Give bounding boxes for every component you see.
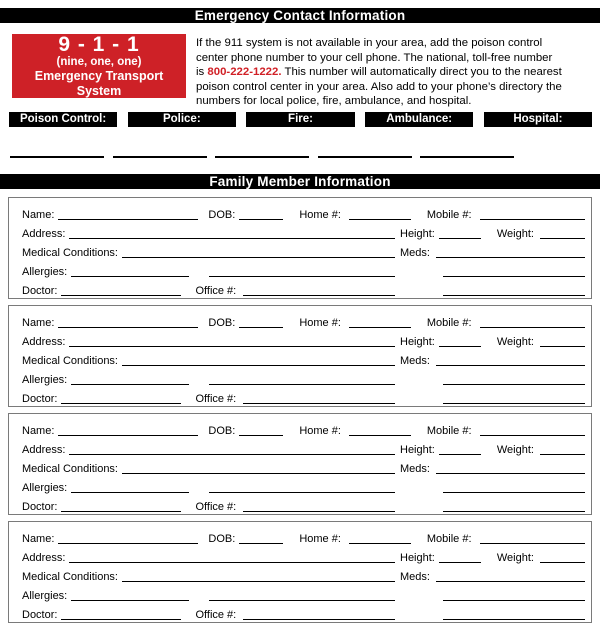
name-field-line — [58, 432, 198, 436]
height-field-line — [439, 559, 481, 563]
allergies-field-line — [71, 489, 189, 493]
weight-label: Weight: — [496, 552, 534, 564]
office-phone-field-line — [243, 400, 395, 404]
nine-one-one-badge — [12, 34, 186, 98]
medical-conditions-label: Medical Conditions: — [22, 355, 118, 367]
poison-control-label: Poison Control: — [9, 112, 117, 127]
family-members — [0, 197, 600, 623]
meds-field-line — [436, 362, 585, 366]
medical-conditions-label: Medical Conditions: — [22, 247, 118, 259]
weight-field-line — [540, 559, 585, 563]
intro-section — [12, 33, 594, 108]
medical-conditions-field-line — [122, 470, 395, 474]
address-field-line — [69, 235, 395, 239]
member-row-allergies — [22, 584, 585, 603]
contact-labels-row — [9, 112, 592, 127]
meds-extra-line-1 — [443, 381, 585, 385]
height-label: Height: — [400, 444, 435, 456]
poison-control-phone-number: 800-222-1222. — [207, 66, 282, 79]
member-row-name — [22, 527, 585, 546]
intro-line-5: numbers for local police, fire, ambulance, and hospital. — [196, 95, 472, 108]
dob-label: DOB: — [208, 533, 236, 545]
meds-label: Meds: — [400, 571, 430, 583]
doctor-label: Doctor: — [22, 393, 58, 405]
member-row-address — [22, 546, 585, 565]
member-row-allergies — [22, 368, 585, 387]
doctor-field-line — [61, 616, 181, 620]
home-phone-field-line — [349, 540, 411, 544]
meds-extra-line-2 — [443, 508, 585, 512]
member-row-allergies — [22, 476, 585, 495]
medical-conditions-label: Medical Conditions: — [22, 463, 118, 475]
intro-line-3-pre: is — [196, 66, 205, 79]
office-phone-label: Office #: — [195, 609, 237, 621]
mobile-phone-label: Mobile #: — [426, 533, 472, 545]
intro-line-3-post: This number will automatically direct you to the nearest — [284, 66, 562, 79]
emergency-contact-header-bar — [0, 8, 600, 23]
medical-conditions-field-line — [122, 578, 395, 582]
meds-field-line — [436, 578, 585, 582]
member-row-medical — [22, 457, 585, 476]
home-phone-field-line — [349, 432, 411, 436]
family-member-card — [8, 197, 592, 299]
mobile-phone-label: Mobile #: — [426, 425, 472, 437]
family-member-card — [8, 413, 592, 515]
member-row-address — [22, 330, 585, 349]
allergies-extra-line — [209, 381, 395, 385]
intro-paragraph — [196, 34, 594, 108]
weight-label: Weight: — [496, 228, 534, 240]
height-field-line — [439, 343, 481, 347]
allergies-label: Allergies: — [22, 374, 68, 386]
fire-blank-line — [215, 156, 309, 158]
allergies-field-line — [71, 273, 189, 277]
address-field-line — [69, 343, 395, 347]
meds-extra-line-2 — [443, 400, 585, 404]
office-phone-field-line — [243, 508, 395, 512]
weight-label: Weight: — [496, 444, 534, 456]
allergies-extra-line — [209, 489, 395, 493]
dob-field-line — [239, 540, 283, 544]
doctor-field-line — [61, 292, 181, 296]
address-label: Address: — [22, 552, 66, 564]
member-row-address — [22, 438, 585, 457]
office-phone-field-line — [243, 616, 395, 620]
dob-field-line — [239, 432, 283, 436]
doctor-field-line — [61, 508, 181, 512]
ambulance-blank-line — [318, 156, 412, 158]
allergies-label: Allergies: — [22, 590, 68, 602]
mobile-phone-field-line — [480, 216, 585, 220]
meds-extra-line-2 — [443, 292, 585, 296]
intro-line-2: center phone number to your cell phone. The national, toll-free number — [196, 51, 553, 64]
family-member-card — [8, 521, 592, 623]
fire-label: Fire: — [246, 112, 354, 127]
address-label: Address: — [22, 228, 66, 240]
meds-label: Meds: — [400, 463, 430, 475]
intro-line-3 — [196, 65, 594, 80]
member-row-medical — [22, 349, 585, 368]
ambulance-label: Ambulance: — [365, 112, 473, 127]
allergies-field-line — [71, 597, 189, 601]
medical-conditions-field-line — [122, 254, 395, 258]
police-blank-line — [113, 156, 207, 158]
dob-field-line — [239, 216, 283, 220]
mobile-phone-label: Mobile #: — [426, 317, 472, 329]
home-phone-field-line — [349, 216, 411, 220]
height-label: Height: — [400, 552, 435, 564]
member-row-name — [22, 419, 585, 438]
mobile-phone-field-line — [480, 540, 585, 544]
mobile-phone-field-line — [480, 324, 585, 328]
meds-extra-line-2 — [443, 616, 585, 620]
mobile-phone-label: Mobile #: — [426, 209, 472, 221]
allergies-label: Allergies: — [22, 266, 68, 278]
hospital-label: Hospital: — [484, 112, 592, 127]
meds-extra-line-1 — [443, 597, 585, 601]
police-label: Police: — [128, 112, 236, 127]
meds-extra-line-1 — [443, 489, 585, 493]
allergies-extra-line — [209, 597, 395, 601]
address-field-line — [69, 559, 395, 563]
dob-field-line — [239, 324, 283, 328]
height-label: Height: — [400, 228, 435, 240]
dob-label: DOB: — [208, 317, 236, 329]
name-field-line — [58, 324, 198, 328]
name-field-line — [58, 540, 198, 544]
emergency-contact-title: Emergency Contact Information — [194, 8, 406, 23]
family-member-card — [8, 305, 592, 407]
family-member-header-bar — [0, 174, 600, 189]
office-phone-field-line — [243, 292, 395, 296]
name-field-line — [58, 216, 198, 220]
weight-field-line — [540, 451, 585, 455]
member-row-allergies — [22, 260, 585, 279]
weight-field-line — [540, 343, 585, 347]
member-row-doctor — [22, 603, 585, 622]
doctor-label: Doctor: — [22, 285, 58, 297]
dob-label: DOB: — [208, 209, 236, 221]
badge-words: (nine, one, one) — [56, 56, 142, 68]
intro-line-4: poison control center in your area. Also add to your phone’s directory the — [196, 80, 562, 93]
contact-blank-lines-row — [10, 156, 600, 158]
weight-field-line — [540, 235, 585, 239]
home-phone-label: Home #: — [299, 317, 341, 329]
height-field-line — [439, 451, 481, 455]
family-member-title: Family Member Information — [209, 174, 391, 189]
office-phone-label: Office #: — [195, 393, 237, 405]
address-label: Address: — [22, 444, 66, 456]
doctor-label: Doctor: — [22, 501, 58, 513]
doctor-field-line — [61, 400, 181, 404]
doctor-label: Doctor: — [22, 609, 58, 621]
home-phone-label: Home #: — [299, 425, 341, 437]
badge-number: 9 - 1 - 1 — [58, 33, 140, 56]
medical-conditions-label: Medical Conditions: — [22, 571, 118, 583]
home-phone-label: Home #: — [299, 533, 341, 545]
meds-field-line — [436, 254, 585, 258]
meds-label: Meds: — [400, 247, 430, 259]
height-field-line — [439, 235, 481, 239]
office-phone-label: Office #: — [195, 501, 237, 513]
member-row-doctor — [22, 495, 585, 514]
intro-line-1: If the 911 system is not available in your area, add the poison control — [196, 37, 543, 49]
home-phone-label: Home #: — [299, 209, 341, 221]
member-row-medical — [22, 565, 585, 584]
member-row-name — [22, 203, 585, 222]
name-label: Name: — [22, 533, 55, 545]
name-label: Name: — [22, 317, 55, 329]
badge-label: Emergency Transport System — [34, 69, 164, 98]
allergies-extra-line — [209, 273, 395, 277]
address-label: Address: — [22, 336, 66, 348]
home-phone-field-line — [349, 324, 411, 328]
member-row-doctor — [22, 279, 585, 298]
meds-extra-line-1 — [443, 273, 585, 277]
height-label: Height: — [400, 336, 435, 348]
member-row-name — [22, 311, 585, 330]
address-field-line — [69, 451, 395, 455]
medical-conditions-field-line — [122, 362, 395, 366]
allergies-label: Allergies: — [22, 482, 68, 494]
office-phone-label: Office #: — [195, 285, 237, 297]
mobile-phone-field-line — [480, 432, 585, 436]
name-label: Name: — [22, 209, 55, 221]
allergies-field-line — [71, 381, 189, 385]
dob-label: DOB: — [208, 425, 236, 437]
weight-label: Weight: — [496, 336, 534, 348]
meds-field-line — [436, 470, 585, 474]
hospital-blank-line — [420, 156, 514, 158]
member-row-doctor — [22, 387, 585, 406]
member-row-medical — [22, 241, 585, 260]
meds-label: Meds: — [400, 355, 430, 367]
member-row-address — [22, 222, 585, 241]
name-label: Name: — [22, 425, 55, 437]
poison-control-blank-line — [10, 156, 104, 158]
